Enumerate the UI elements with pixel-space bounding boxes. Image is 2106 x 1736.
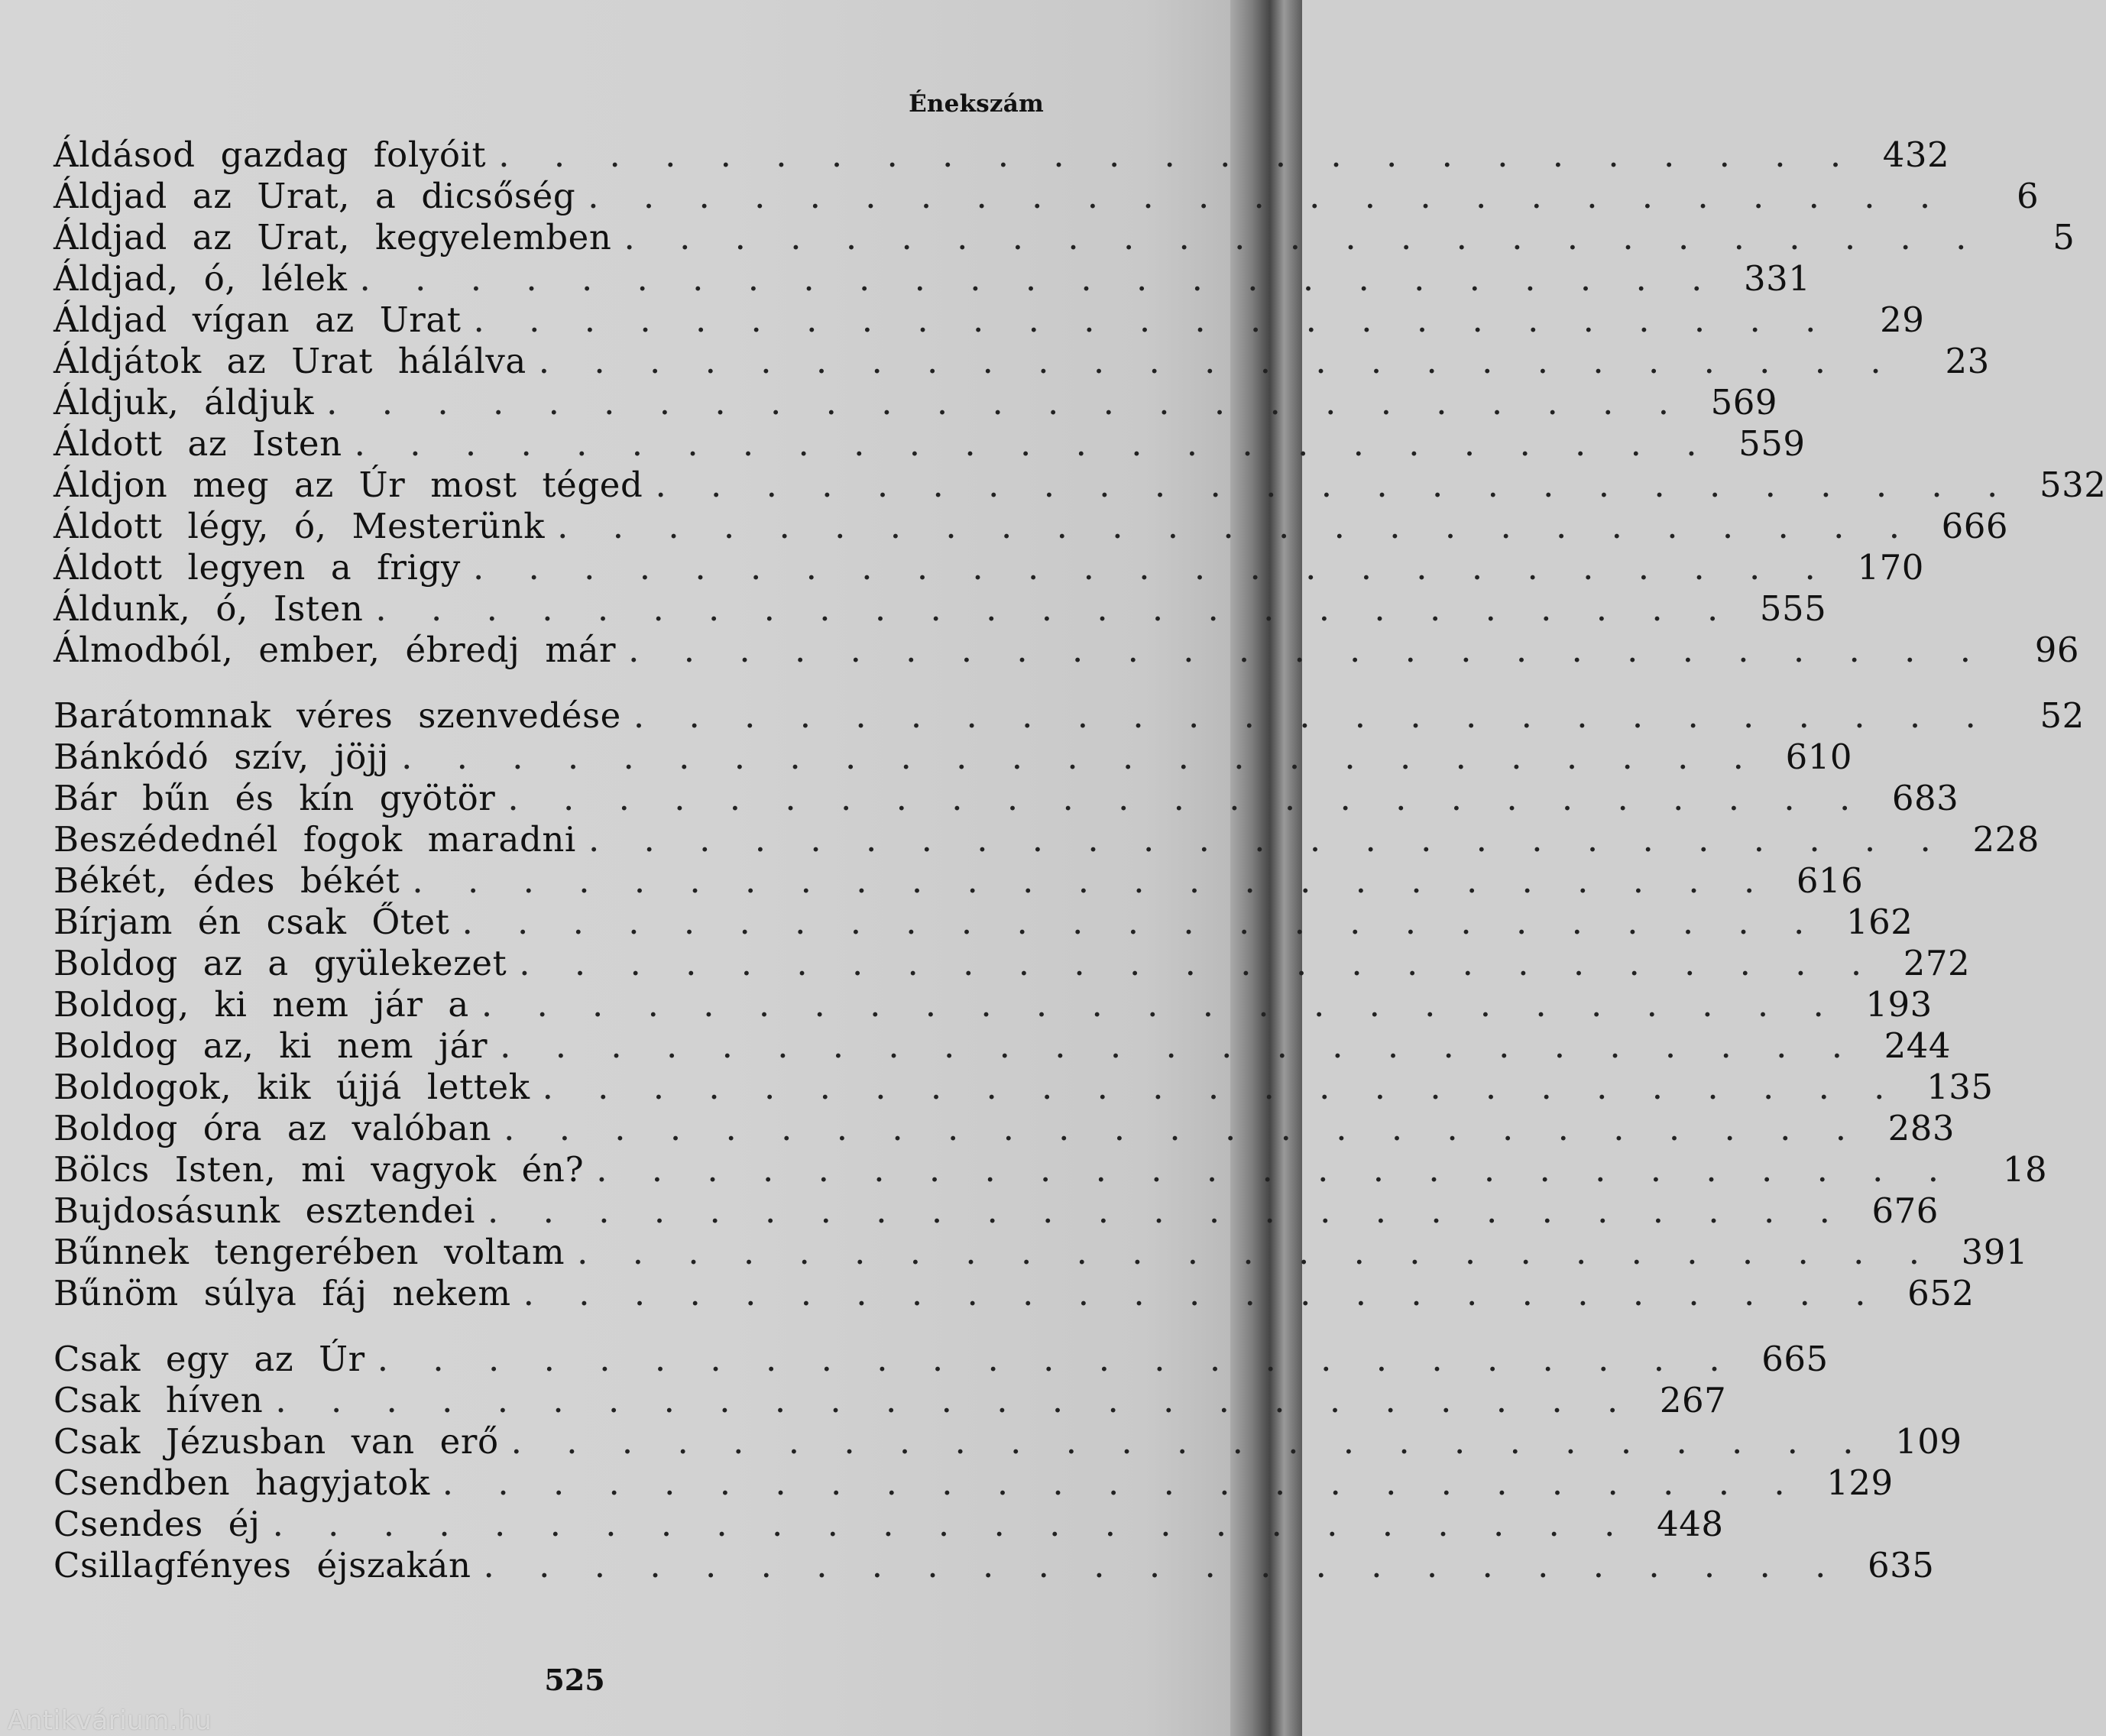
index-row [53, 1421, 1962, 1462]
hymn-number: 569 [1710, 382, 1778, 423]
index-row [53, 1339, 1829, 1380]
index-row [53, 258, 1811, 300]
hymn-title: Áldjad, ó, lélek [53, 258, 348, 299]
leader-dots: . . . . . . . . . . . . . . . . . . . . . . . . . [624, 217, 1984, 257]
leader-dots: . . . . . . . . . . . . . . . . . . . . . . . . . [326, 382, 1686, 423]
index-row [53, 176, 2040, 217]
hymn-number: 193 [1865, 984, 1933, 1025]
leader-dots: . . . . . . . . . . . . . . . . . . . . . . . . . [577, 1232, 1937, 1272]
index-row [53, 943, 1971, 984]
hymn-number: 129 [1826, 1462, 1894, 1503]
hymn-number: 170 [1857, 547, 1924, 588]
hymn-index-list [53, 134, 2106, 1586]
index-row [53, 1545, 1935, 1586]
hymn-title: Áldjuk, áldjuk [53, 382, 315, 423]
leader-dots: . . . . . . . . . . . . . . . . . . . . . . . . . [538, 341, 1898, 381]
hymn-number: 652 [1907, 1273, 1975, 1313]
index-row [53, 588, 1827, 630]
leader-dots: . . . . . . . . . . . . . . . . . . . . . . . . . [272, 1504, 1632, 1544]
hymn-number: 135 [1926, 1067, 1994, 1107]
hymn-number: 635 [1868, 1545, 1935, 1585]
leader-dots: . . . . . . . . . . . . . . . . . . . . . . . . . [401, 737, 1761, 777]
leader-dots: . . . . . . . . . . . . . . . . . . . . . . . . . [359, 258, 1719, 299]
index-row [53, 1504, 1724, 1545]
leader-dots: . . . . . . . . . . . . . . . . . . . . . . . . . [412, 860, 1772, 901]
index-row [53, 1067, 1994, 1108]
leader-dots: . . . . . . . . . . . . . . . . . . . . . . . . . [510, 1421, 1871, 1462]
index-row [53, 547, 1924, 588]
hymn-number: 109 [1895, 1421, 1962, 1462]
leader-dots: . . . . . . . . . . . . . . . . . . . . . . . . . [462, 902, 1822, 942]
hymn-title: Áldjátok az Urat hálálva [53, 341, 526, 381]
page-number: 525 [544, 1663, 605, 1697]
hymn-title: Áldjad az Urat, a dicsőség [53, 176, 576, 216]
index-row [53, 1108, 1955, 1149]
hymn-number: 23 [1945, 341, 1990, 381]
hymn-title: Bár bűn és kín gyötör [53, 778, 496, 818]
hymn-title: Boldog, ki nem jár a [53, 984, 469, 1025]
leader-dots: . . . . . . . . . . . . . . . . . . . . . . . . . [472, 547, 1832, 588]
hymn-number: 283 [1887, 1108, 1955, 1148]
leader-dots: . . . . . . . . . . . . . . . . . . . . . . . . . [557, 506, 1917, 546]
leader-dots: . . . . . . . . . . . . . . . . . . . . . . . . . [523, 1273, 1883, 1313]
leader-dots: . . . . . . . . . . . . . . . . . . . . . . . . . [498, 134, 1858, 175]
hymn-title: Áldott az Isten [53, 423, 342, 464]
hymn-title: Áldott légy, ó, Mesterünk [53, 506, 546, 546]
hymn-title: Boldog az, ki nem jár [53, 1025, 488, 1066]
hymn-title: Boldogok, kik újjá lettek [53, 1067, 530, 1107]
hymn-number: 676 [1871, 1190, 1939, 1231]
hymn-title: Bírjam én csak Őtet [53, 902, 450, 942]
leader-dots: . . . . . . . . . . . . . . . . . . . . . . . . . [542, 1067, 1902, 1107]
index-row [53, 465, 2106, 506]
leader-dots: . . . . . . . . . . . . . . . . . . . . . . . . . [633, 695, 1993, 736]
hymn-title: Áldunk, ó, Isten [53, 588, 364, 629]
hymn-number: 610 [1785, 737, 1852, 777]
hymn-title: Bűnnek tengerében voltam [53, 1232, 565, 1272]
hymn-number: 331 [1744, 258, 1811, 299]
column-header-enekszam: Énekszám [909, 90, 1044, 118]
leader-dots: . . . . . . . . . . . . . . . . . . . . . . . . . [588, 176, 1948, 216]
index-row [53, 217, 2075, 258]
hymn-title: Boldog az a gyülekezet [53, 943, 507, 983]
index-row [53, 423, 1806, 465]
index-row [53, 984, 1933, 1025]
index-row [53, 341, 1990, 382]
hymn-title: Csak Jézusban van erő [53, 1421, 499, 1462]
leader-dots: . . . . . . . . . . . . . . . . . . . . . . . . . [473, 300, 1833, 340]
hymn-title: Boldog óra az valóban [53, 1108, 492, 1148]
group-gap [53, 671, 1044, 695]
hymn-number: 29 [1880, 300, 1925, 340]
index-row [53, 382, 1778, 423]
hymn-title: Áldott legyen a frigy [53, 547, 461, 588]
index-row [53, 860, 1864, 902]
leader-dots: . . . . . . . . . . . . . . . . . . . . . . . . . [488, 1190, 1847, 1231]
leader-dots: . . . . . . . . . . . . . . . . . . . . . . . . . [588, 819, 1948, 860]
hymn-number: 162 [1845, 902, 1913, 942]
hymn-title: Csillagfényes éjszakán [53, 1545, 471, 1585]
index-row [53, 300, 1925, 341]
hymn-number: 244 [1884, 1025, 1952, 1066]
index-row [53, 902, 1913, 943]
leader-dots: . . . . . . . . . . . . . . . . . . . . . . . . . [481, 984, 1841, 1025]
hymn-number: 52 [2040, 695, 2085, 736]
hymn-number: 272 [1903, 943, 1971, 983]
leader-dots: . . . . . . . . . . . . . . . . . . . . . . . . . [504, 1108, 1863, 1148]
index-row [53, 1273, 1975, 1314]
hymn-title: Áldjad az Urat, kegyelemben [53, 217, 612, 257]
hymn-number: 559 [1738, 423, 1806, 464]
hymn-number: 5 [2053, 217, 2075, 257]
hymn-title: Barátomnak véres szenvedése [53, 695, 621, 736]
leader-dots: . . . . . . . . . . . . . . . . . . . . . . . . . [377, 1339, 1737, 1379]
hymn-title: Áldjad vígan az Urat [53, 300, 462, 340]
hymn-title: Áldásod gazdag folyóit [53, 134, 487, 175]
index-row [53, 1462, 1894, 1504]
hymn-number: 448 [1657, 1504, 1724, 1544]
hymn-title: Csak egy az Úr [53, 1339, 365, 1379]
leader-dots: . . . . . . . . . . . . . . . . . . . . . . . . . [519, 943, 1879, 983]
hymn-title: Álmodból, ember, ébredj már [53, 630, 617, 670]
hymn-title: Bűnöm súlya fáj nekem [53, 1273, 511, 1313]
index-row [53, 134, 1950, 176]
index-row [53, 630, 2080, 671]
hymn-number: 616 [1796, 860, 1864, 901]
hymn-number: 683 [1891, 778, 1959, 818]
leader-dots: . . . . . . . . . . . . . . . . . . . . . . . . . [375, 588, 1735, 629]
hymn-number: 532 [2039, 465, 2106, 505]
leader-dots: . . . . . . . . . . . . . . . . . . . . . . . . . [500, 1025, 1860, 1066]
hymn-number: 665 [1761, 1339, 1829, 1379]
leader-dots: . . . . . . . . . . . . . . . . . . . . . . . . . [354, 423, 1714, 464]
index-row [53, 819, 2040, 860]
index-row [53, 1232, 2029, 1273]
hymn-number: 18 [2002, 1149, 2048, 1190]
index-row [53, 778, 1959, 819]
hymn-number: 228 [1972, 819, 2040, 860]
index-row [53, 1025, 1952, 1067]
hymn-number: 432 [1882, 134, 1950, 175]
hymn-number: 555 [1759, 588, 1827, 629]
leader-dots: . . . . . . . . . . . . . . . . . . . . . . . . . [442, 1462, 1802, 1503]
hymn-title: Áldjon meg az Úr most téged [53, 465, 643, 505]
watermark: Antikvárium.hu [8, 1705, 212, 1736]
leader-dots: . . . . . . . . . . . . . . . . . . . . . . . . . [507, 778, 1868, 818]
leader-dots: . . . . . . . . . . . . . . . . . . . . . . . . . [275, 1380, 1635, 1420]
index-row [53, 1149, 2048, 1190]
hymn-title: Beszédednél fogok maradni [53, 819, 576, 860]
leader-dots: . . . . . . . . . . . . . . . . . . . . . . . . . [596, 1149, 1956, 1190]
hymn-title: Csak híven [53, 1380, 264, 1420]
hymn-number: 666 [1941, 506, 2009, 546]
hymn-number: 6 [2017, 176, 2040, 216]
index-row [53, 1190, 1939, 1232]
hymn-title: Békét, édes békét [53, 860, 400, 901]
index-row [53, 695, 2085, 737]
hymn-title: Bujdosásunk esztendei [53, 1190, 476, 1231]
leader-dots: . . . . . . . . . . . . . . . . . . . . . . . . . [655, 465, 2015, 505]
leader-dots: . . . . . . . . . . . . . . . . . . . . . . . . . [483, 1545, 1843, 1585]
hymn-number: 391 [1961, 1232, 2029, 1272]
hymn-title: Csendes éj [53, 1504, 261, 1544]
hymn-number: 96 [2034, 630, 2080, 670]
hymn-title: Bölcs Isten, mi vagyok én? [53, 1149, 585, 1190]
index-row [53, 1380, 1727, 1421]
hymn-title: Bánkódó szív, jöjj [53, 737, 390, 777]
hymn-title: Csendben hagyjatok [53, 1462, 430, 1503]
index-row [53, 737, 1852, 778]
hymn-number: 267 [1659, 1380, 1727, 1420]
index-row [53, 506, 2009, 547]
leader-dots: . . . . . . . . . . . . . . . . . . . . . . . . . [628, 630, 1988, 670]
group-gap [53, 1314, 1044, 1339]
